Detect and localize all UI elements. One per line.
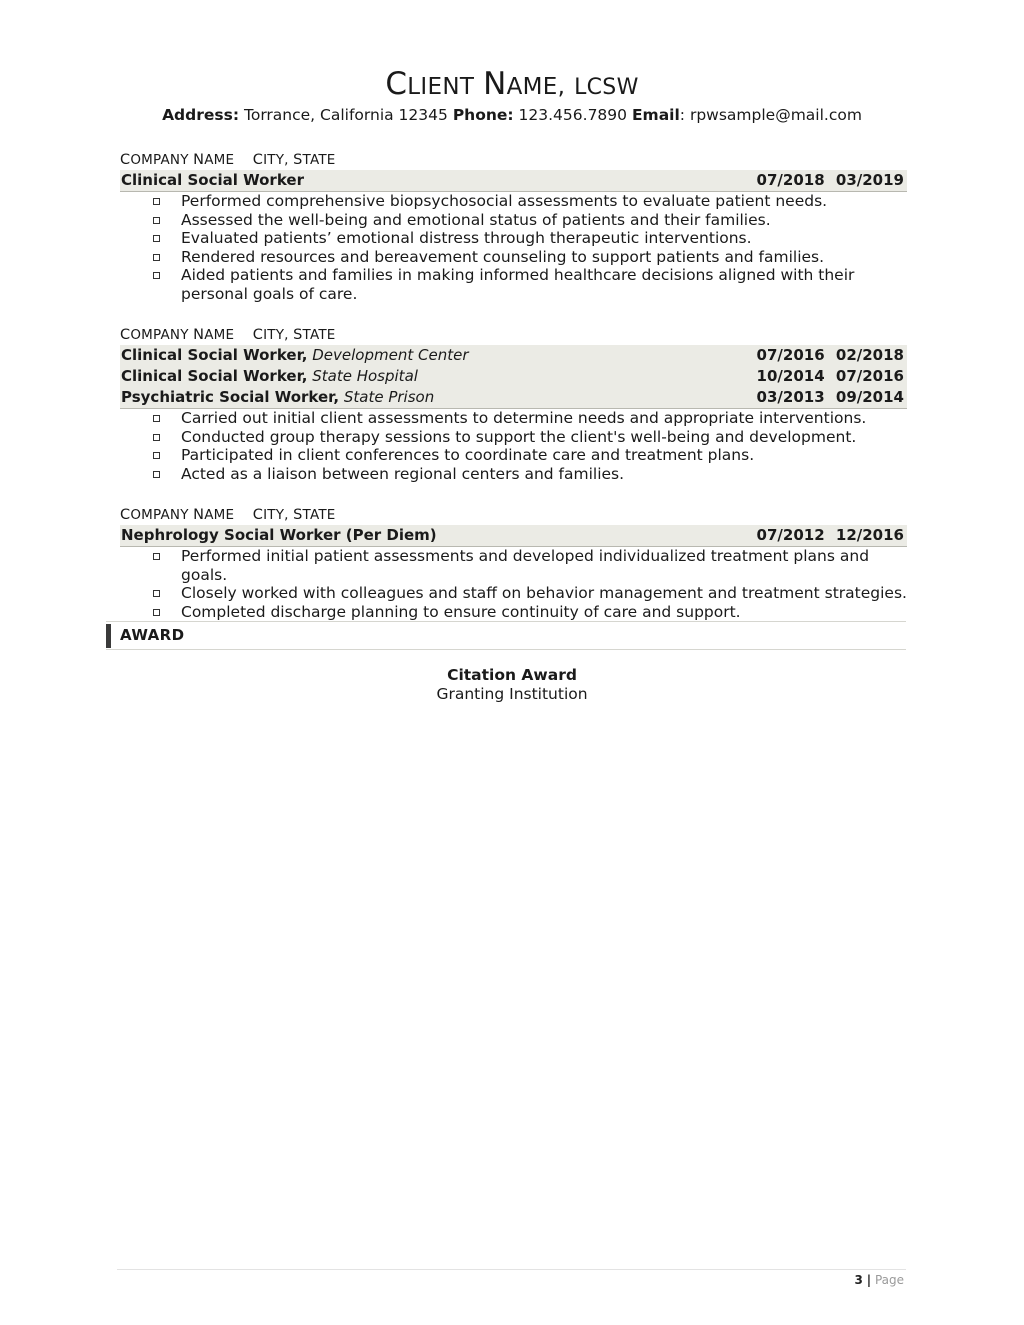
- page-number: 3: [854, 1273, 863, 1287]
- roles: [120, 345, 907, 409]
- role-row: [120, 345, 907, 366]
- company-line: COMPANY NAME CITY, STATE: [120, 327, 336, 343]
- role-title: Psychiatric Social Worker,: [121, 388, 340, 406]
- role-dates: 07/2018 03/2019: [756, 171, 904, 189]
- role-location: State Prison: [343, 388, 435, 406]
- list-item: Rendered resources and bereavement counseling to support patients and families.: [120, 248, 907, 267]
- contact-line: Address: Torrance, California 12345 Phone: 123.456.7890 Email: rpwsample@mail.com: [162, 106, 862, 124]
- role-title: Clinical Social Worker,: [121, 346, 308, 364]
- job-entry-1: [120, 150, 907, 304]
- role-dates: 03/2013 09/2014: [756, 388, 904, 406]
- list-item: Performed comprehensive biopsychosocial assessments to evaluate patient needs.: [120, 192, 907, 211]
- role-location: State Hospital: [312, 367, 418, 385]
- candidate-name: CLIENT NAME, LCSW: [385, 66, 639, 102]
- list-item: Acted as a liaison between regional centers and families.: [120, 465, 907, 484]
- role-row: [120, 170, 907, 191]
- bullet-list: [120, 547, 907, 621]
- role-title: Clinical Social Worker: [121, 171, 304, 189]
- role-dates: 07/2016 02/2018: [756, 346, 904, 364]
- roles: [120, 170, 907, 192]
- list-item: Completed discharge planning to ensure continuity of care and support.: [120, 603, 907, 622]
- role-row: [120, 525, 907, 546]
- role-title: Nephrology Social Worker (Per Diem): [121, 526, 437, 544]
- role-dates: 07/2012 12/2016: [756, 526, 904, 544]
- list-item: Aided patients and families in making informed healthcare decisions aligned with their personal goals of care.: [120, 266, 907, 303]
- role-dates: 10/2014 07/2016: [756, 367, 904, 385]
- award-entry: [0, 666, 1024, 704]
- section-accent-bar: [106, 624, 111, 648]
- company-line: COMPANY NAME CITY, STATE: [120, 152, 336, 168]
- email-value[interactable]: : rpwsample@mail.com: [679, 106, 862, 124]
- list-item: Assessed the well-being and emotional status of patients and their families.: [120, 211, 907, 230]
- role-location: Development Center: [312, 346, 469, 364]
- list-item: Performed initial patient assessments and developed individualized treatment plans and goals.: [120, 547, 907, 584]
- list-item: Conducted group therapy sessions to support the client's well-being and development.: [120, 428, 907, 447]
- award-section-header: [106, 621, 906, 650]
- bullet-list: [120, 409, 907, 483]
- list-item: Evaluated patients’ emotional distress through therapeutic interventions.: [120, 229, 907, 248]
- role-row: [120, 387, 907, 408]
- list-item: Closely worked with colleagues and staff on behavior management and treatment strategies.: [120, 584, 907, 603]
- company-line: COMPANY NAME CITY, STATE: [120, 507, 336, 523]
- award-institution: Granting Institution: [436, 685, 588, 703]
- phone-value: 123.456.7890: [518, 106, 628, 124]
- credential: LCSW: [574, 75, 639, 100]
- page-label: Page: [874, 1273, 904, 1287]
- roles: [120, 525, 907, 547]
- list-item: Participated in client conferences to coordinate care and treatment plans.: [120, 446, 907, 465]
- job-entry-3: [120, 505, 907, 621]
- award-title: Citation Award: [447, 666, 577, 684]
- list-item: Carried out initial client assessments to determine needs and appropriate interventions.: [120, 409, 907, 428]
- page-footer: 3 | Page: [854, 1273, 904, 1287]
- section-heading: AWARD: [120, 626, 185, 644]
- role-row: [120, 366, 907, 387]
- job-entry-2: [120, 325, 907, 483]
- footer-divider: [117, 1269, 906, 1270]
- address-value: Torrance, California 12345: [244, 106, 448, 124]
- role-title: Clinical Social Worker,: [121, 367, 308, 385]
- bullet-list: [120, 192, 907, 304]
